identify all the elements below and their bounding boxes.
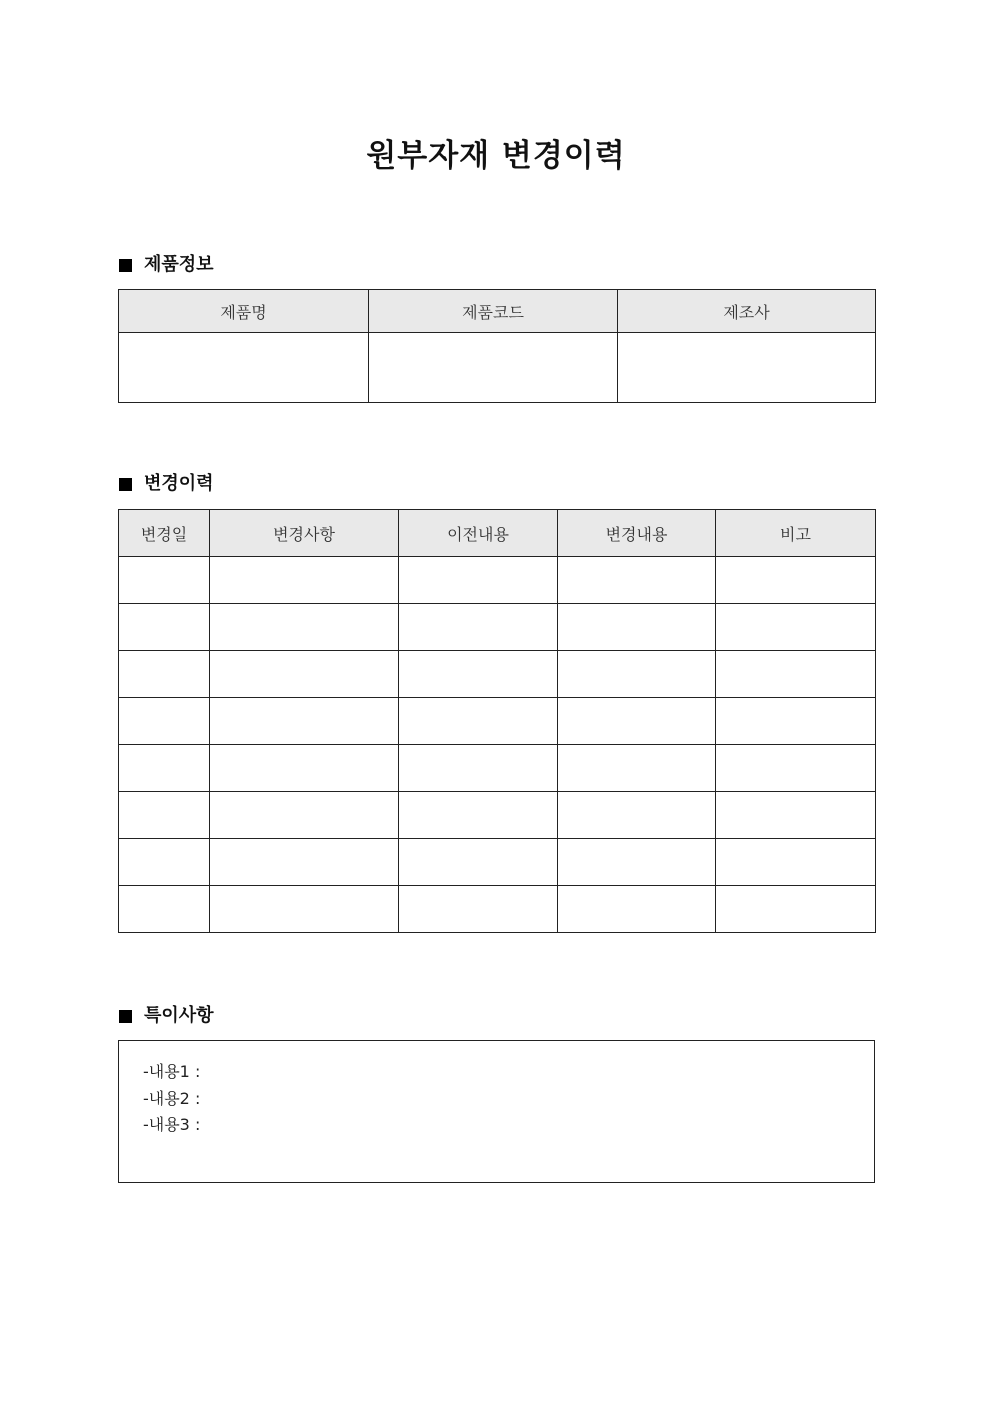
header-previous-content: 이전내용 bbox=[399, 510, 558, 557]
change-item-cell[interactable] bbox=[210, 651, 399, 698]
change-date-cell[interactable] bbox=[119, 839, 210, 886]
table-row bbox=[119, 745, 876, 792]
table-row bbox=[119, 651, 876, 698]
changed-content-cell[interactable] bbox=[558, 839, 716, 886]
changed-content-cell[interactable] bbox=[558, 651, 716, 698]
change-date-cell[interactable] bbox=[119, 651, 210, 698]
previous-content-cell[interactable] bbox=[399, 604, 558, 651]
table-row bbox=[119, 839, 876, 886]
change-item-cell[interactable] bbox=[210, 698, 399, 745]
change-item-cell[interactable] bbox=[210, 557, 399, 604]
header-product-name: 제품명 bbox=[119, 290, 369, 333]
header-change-date: 변경일 bbox=[119, 510, 210, 557]
table-row bbox=[119, 886, 876, 933]
document-title: 원부자재 변경이력 bbox=[366, 138, 626, 174]
change-history-heading-label: 변경이력 bbox=[144, 473, 214, 494]
changed-content-cell[interactable] bbox=[558, 698, 716, 745]
note-item: -내용3 : bbox=[143, 1115, 201, 1134]
previous-content-cell[interactable] bbox=[399, 698, 558, 745]
remarks-cell[interactable] bbox=[716, 792, 876, 839]
remarks-cell[interactable] bbox=[716, 698, 876, 745]
change-history-heading bbox=[119, 471, 214, 497]
header-remarks: 비고 bbox=[716, 510, 876, 557]
header-product-code: 제품코드 bbox=[369, 290, 618, 333]
previous-content-cell[interactable] bbox=[399, 839, 558, 886]
remarks-cell[interactable] bbox=[716, 886, 876, 933]
product-info-header-row bbox=[119, 290, 876, 333]
changed-content-cell[interactable] bbox=[558, 604, 716, 651]
remarks-cell[interactable] bbox=[716, 604, 876, 651]
change-history-header-row bbox=[119, 510, 876, 557]
product-name-cell[interactable] bbox=[119, 333, 369, 403]
change-item-cell[interactable] bbox=[210, 745, 399, 792]
changed-content-cell[interactable] bbox=[558, 886, 716, 933]
header-changed-content: 변경내용 bbox=[558, 510, 716, 557]
product-info-heading-label: 제품정보 bbox=[144, 254, 214, 275]
change-item-cell[interactable] bbox=[210, 839, 399, 886]
product-info-row bbox=[119, 333, 876, 403]
change-date-cell[interactable] bbox=[119, 604, 210, 651]
previous-content-cell[interactable] bbox=[399, 886, 558, 933]
previous-content-cell[interactable] bbox=[399, 745, 558, 792]
table-row bbox=[119, 698, 876, 745]
special-notes-heading-label: 특이사항 bbox=[144, 1005, 214, 1026]
changed-content-cell[interactable] bbox=[558, 792, 716, 839]
remarks-cell[interactable] bbox=[716, 745, 876, 792]
table-row bbox=[119, 792, 876, 839]
note-item: -내용2 : bbox=[143, 1088, 201, 1108]
change-item-cell[interactable] bbox=[210, 886, 399, 933]
black-square-icon bbox=[119, 1010, 132, 1023]
changed-content-cell[interactable] bbox=[558, 745, 716, 792]
special-notes-list bbox=[143, 1059, 200, 1139]
special-notes-heading bbox=[119, 1003, 214, 1029]
black-square-icon bbox=[119, 478, 132, 491]
change-date-cell[interactable] bbox=[119, 557, 210, 604]
change-date-cell[interactable] bbox=[119, 745, 210, 792]
remarks-cell[interactable] bbox=[716, 839, 876, 886]
previous-content-cell[interactable] bbox=[399, 557, 558, 604]
change-item-cell[interactable] bbox=[210, 792, 399, 839]
previous-content-cell[interactable] bbox=[399, 651, 558, 698]
remarks-cell[interactable] bbox=[716, 651, 876, 698]
change-item-cell[interactable] bbox=[210, 604, 399, 651]
product-code-cell[interactable] bbox=[369, 333, 618, 403]
header-manufacturer: 제조사 bbox=[618, 290, 876, 333]
black-square-icon bbox=[119, 259, 132, 272]
change-date-cell[interactable] bbox=[119, 698, 210, 745]
changed-content-cell[interactable] bbox=[558, 557, 716, 604]
table-row bbox=[119, 557, 876, 604]
table-row bbox=[119, 604, 876, 651]
change-date-cell[interactable] bbox=[119, 886, 210, 933]
change-date-cell[interactable] bbox=[119, 792, 210, 839]
product-info-table bbox=[118, 289, 876, 403]
previous-content-cell[interactable] bbox=[399, 792, 558, 839]
header-change-item: 변경사항 bbox=[210, 510, 399, 557]
special-notes-box[interactable] bbox=[118, 1040, 875, 1183]
product-info-heading bbox=[119, 252, 214, 278]
manufacturer-cell[interactable] bbox=[618, 333, 876, 403]
note-item: -내용1 : bbox=[143, 1062, 201, 1081]
remarks-cell[interactable] bbox=[716, 557, 876, 604]
change-history-table bbox=[118, 509, 876, 933]
